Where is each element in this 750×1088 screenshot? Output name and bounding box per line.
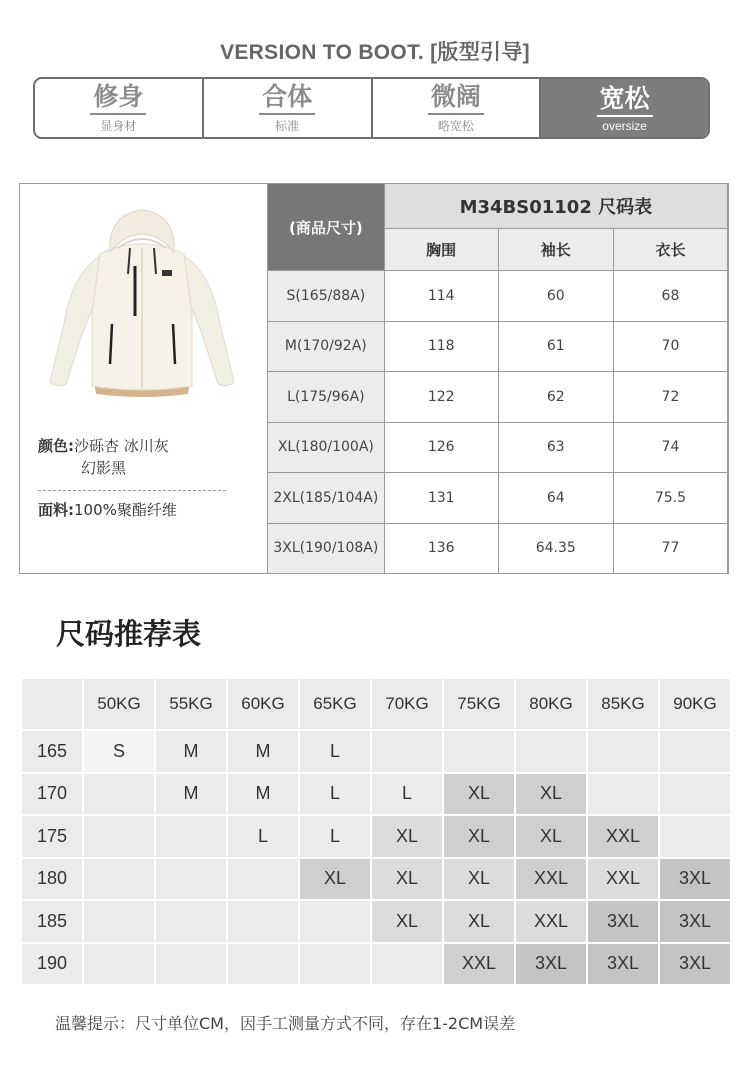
table-cell: 122 [384, 372, 498, 423]
fit-option-label: 修身 [90, 82, 146, 115]
size-cell [84, 901, 154, 942]
jacket-image [42, 204, 242, 414]
fit-option-oversize [541, 79, 708, 137]
size-cell: L [300, 816, 370, 857]
table-cell: 126 [384, 422, 498, 473]
size-cell [156, 901, 226, 942]
height-label: 175 [22, 816, 82, 857]
table-cell: 114 [384, 271, 498, 322]
size-cell: XL [300, 859, 370, 900]
height-label: 190 [22, 944, 82, 985]
weight-header: 70KG [372, 679, 442, 729]
size-cell: XXL [588, 859, 658, 900]
height-row [22, 731, 730, 772]
size-cell [84, 816, 154, 857]
size-name: XL(180/100A) [268, 422, 385, 473]
size-name: L(175/96A) [268, 372, 385, 423]
fit-option-slim [35, 79, 204, 137]
size-cell [228, 859, 298, 900]
color-values-line2: 幻影黑 [81, 459, 127, 477]
corner-cell [22, 679, 82, 729]
size-cell [300, 944, 370, 985]
fit-option-label: 宽松 [597, 84, 653, 117]
fit-option-sub: 标准 [275, 119, 300, 133]
size-cell [156, 859, 226, 900]
column-header: 袖长 [498, 229, 613, 271]
fabric-info [38, 499, 177, 520]
fit-guide-bar [33, 77, 710, 139]
size-name: S(165/88A) [268, 271, 385, 322]
weight-header: 60KG [228, 679, 298, 729]
size-chart-box [19, 183, 729, 574]
table-row [268, 271, 728, 322]
table-cell: 72 [613, 372, 727, 423]
table-cell: 77 [613, 523, 727, 574]
table-cell: 136 [384, 523, 498, 574]
size-cell: S [84, 731, 154, 772]
height-row [22, 944, 730, 985]
size-cell [660, 774, 730, 815]
weight-header: 65KG [300, 679, 370, 729]
size-chart-label: (商品尺寸) [268, 184, 385, 271]
size-cell [588, 731, 658, 772]
table-cell: 64 [498, 473, 613, 524]
size-cell: L [300, 774, 370, 815]
column-header: 胸围 [384, 229, 498, 271]
size-cell: M [156, 731, 226, 772]
table-row [268, 473, 728, 524]
weight-header: 80KG [516, 679, 586, 729]
size-cell: XL [372, 859, 442, 900]
size-cell [156, 816, 226, 857]
height-label: 170 [22, 774, 82, 815]
height-label: 165 [22, 731, 82, 772]
size-cell: XL [444, 859, 514, 900]
size-cell: XXL [516, 901, 586, 942]
size-cell: M [156, 774, 226, 815]
size-cell: XL [444, 774, 514, 815]
size-cell [660, 816, 730, 857]
table-cell: 62 [498, 372, 613, 423]
size-cell [84, 859, 154, 900]
height-row [22, 901, 730, 942]
size-cell: XL [444, 816, 514, 857]
fit-option-sub: 显身材 [100, 119, 137, 133]
size-cell [372, 731, 442, 772]
size-cell [156, 944, 226, 985]
table-cell: 63 [498, 422, 613, 473]
height-row [22, 816, 730, 857]
size-cell: XL [516, 774, 586, 815]
divider [38, 490, 226, 491]
table-cell: 61 [498, 321, 613, 372]
column-header: 衣长 [613, 229, 727, 271]
size-cell [228, 944, 298, 985]
weight-header: 90KG [660, 679, 730, 729]
size-cell [300, 901, 370, 942]
measurement-tip: 温馨提示：尺寸单位CM，因手工测量方式不同，存在1-2CM误差 [55, 1014, 516, 1033]
fit-option-sub: 略宽松 [437, 119, 474, 133]
size-cell: L [372, 774, 442, 815]
size-cell: M [228, 731, 298, 772]
size-cell [444, 731, 514, 772]
size-cell: 3XL [660, 944, 730, 985]
recommendation-table [20, 677, 732, 986]
fabric-label: 面料: [38, 501, 74, 519]
height-label: 180 [22, 859, 82, 900]
size-cell: 3XL [588, 901, 658, 942]
height-row [22, 774, 730, 815]
height-row [22, 859, 730, 900]
size-cell: 3XL [660, 901, 730, 942]
table-cell: 60 [498, 271, 613, 322]
weight-header: 50KG [84, 679, 154, 729]
size-cell: XXL [444, 944, 514, 985]
recommendation-title: 尺码推荐表 [56, 617, 202, 651]
fit-option-label: 微阔 [428, 82, 484, 115]
table-cell: 75.5 [613, 473, 727, 524]
fit-option-sub: oversize [602, 118, 647, 133]
product-panel [20, 184, 268, 573]
color-values: 沙砾杏 冰川灰 [74, 437, 169, 455]
size-cell: XXL [516, 859, 586, 900]
table-cell: 70 [613, 321, 727, 372]
size-cell [660, 731, 730, 772]
size-cell: L [228, 816, 298, 857]
table-cell: 64.35 [498, 523, 613, 574]
size-cell: L [300, 731, 370, 772]
size-cell: XL [372, 901, 442, 942]
color-info [38, 435, 169, 479]
weight-header-row [22, 679, 730, 729]
size-cell [372, 944, 442, 985]
size-name: 3XL(190/108A) [268, 523, 385, 574]
table-cell: 118 [384, 321, 498, 372]
weight-header: 85KG [588, 679, 658, 729]
table-row [268, 523, 728, 574]
size-cell [228, 901, 298, 942]
size-cell: XXL [588, 816, 658, 857]
size-cell: XL [444, 901, 514, 942]
size-cell [588, 774, 658, 815]
height-label: 185 [22, 901, 82, 942]
fabric-value: 100%聚酯纤维 [74, 501, 177, 519]
table-row [268, 422, 728, 473]
color-label: 颜色: [38, 437, 74, 455]
table-row [268, 321, 728, 372]
size-cell [84, 774, 154, 815]
size-cell: 3XL [516, 944, 586, 985]
size-chart-model: M34BS01102 尺码表 [384, 184, 727, 229]
fit-option-relaxed [373, 79, 542, 137]
table-cell: 74 [613, 422, 727, 473]
table-cell: 131 [384, 473, 498, 524]
weight-header: 55KG [156, 679, 226, 729]
size-cell: XL [516, 816, 586, 857]
size-cell: XL [372, 816, 442, 857]
table-row [268, 372, 728, 423]
size-cell: M [228, 774, 298, 815]
weight-header: 75KG [444, 679, 514, 729]
size-name: 2XL(185/104A) [268, 473, 385, 524]
fit-option-label: 合体 [259, 82, 315, 115]
fit-option-regular [204, 79, 373, 137]
size-cell: 3XL [588, 944, 658, 985]
size-cell: 3XL [660, 859, 730, 900]
size-cell [516, 731, 586, 772]
table-cell: 68 [613, 271, 727, 322]
size-cell [84, 944, 154, 985]
size-chart-table [267, 183, 728, 574]
size-name: M(170/92A) [268, 321, 385, 372]
fit-guide-title: VERSION TO BOOT. [版型引导] [220, 41, 530, 64]
